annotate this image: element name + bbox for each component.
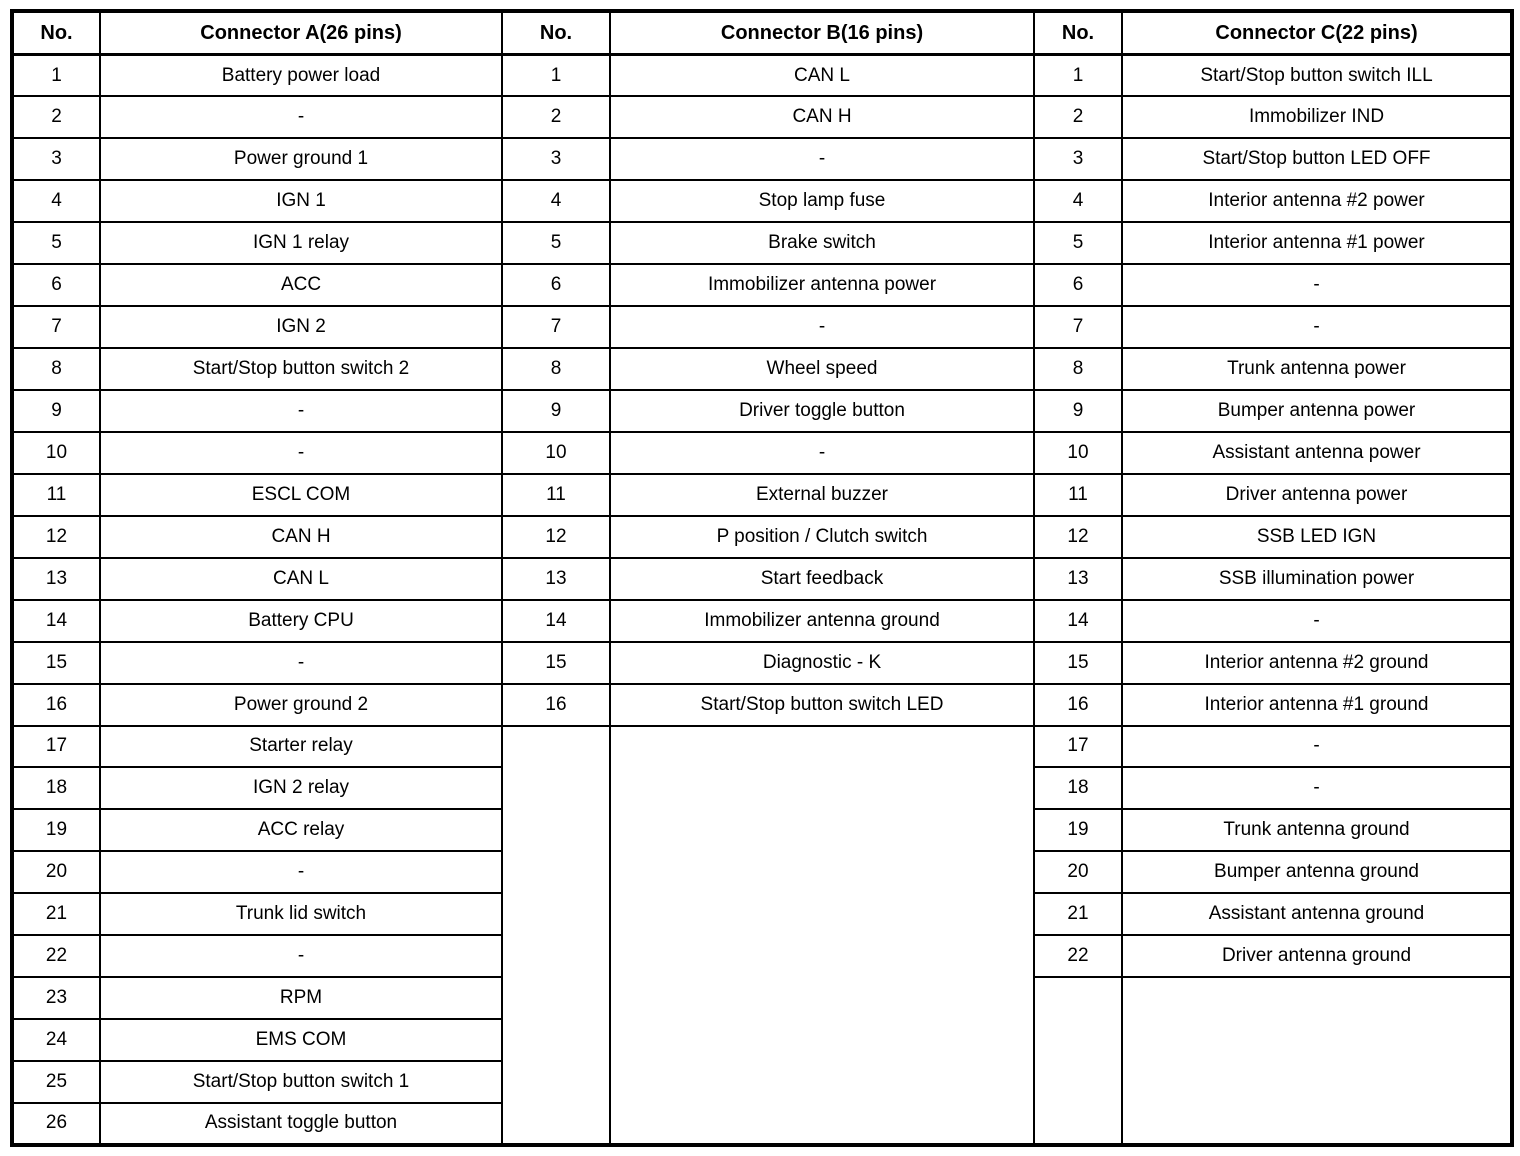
- pin-row-7: [12, 306, 1512, 348]
- connector-b-pin-2-label: CAN H: [610, 96, 1034, 138]
- connector-a-pin-23-number: 23: [12, 977, 100, 1019]
- connector-a-pin-12-number: 12: [12, 516, 100, 558]
- connector-c-empty-label-area: [1122, 977, 1512, 1145]
- pin-row-5: [12, 222, 1512, 264]
- pin-row-3: [12, 138, 1512, 180]
- connector-b-pin-8-label: Wheel speed: [610, 348, 1034, 390]
- pin-row-17: [12, 726, 1512, 768]
- connector-a-pin-5-number: 5: [12, 222, 100, 264]
- connector-a-pin-16-label: Power ground 2: [100, 684, 502, 726]
- connector-b-pin-9-number: 9: [502, 390, 610, 432]
- connector-a-pin-13-number: 13: [12, 558, 100, 600]
- pin-row-10: [12, 432, 1512, 474]
- connector-c-pin-5-label: Interior antenna #1 power: [1122, 222, 1512, 264]
- connector-b-pin-15-number: 15: [502, 642, 610, 684]
- connector-b-pin-12-number: 12: [502, 516, 610, 558]
- header-row: [12, 11, 1512, 55]
- connector-c-pin-19-number: 19: [1034, 809, 1122, 851]
- connector-b-pin-14-label: Immobilizer antenna ground: [610, 600, 1034, 642]
- connector-c-pin-17-number: 17: [1034, 726, 1122, 768]
- connector-a-pin-10-label: -: [100, 432, 502, 474]
- connector-a-pin-2-label: -: [100, 96, 502, 138]
- connector-a-pin-21-label: Trunk lid switch: [100, 893, 502, 935]
- connector-c-pin-16-number: 16: [1034, 684, 1122, 726]
- connector-a-pin-24-number: 24: [12, 1019, 100, 1061]
- connector-c-pin-1-label: Start/Stop button switch ILL: [1122, 55, 1512, 97]
- connector-b-empty-label-area: [610, 726, 1034, 1146]
- pin-row-1: [12, 55, 1512, 97]
- connector-a-pin-15-number: 15: [12, 642, 100, 684]
- connector-b-pin-7-label: -: [610, 306, 1034, 348]
- connector-c-pin-21-label: Assistant antenna ground: [1122, 893, 1512, 935]
- connector-a-pin-24-label: EMS COM: [100, 1019, 502, 1061]
- connector-a-pin-4-label: IGN 1: [100, 180, 502, 222]
- connector-a-pin-4-number: 4: [12, 180, 100, 222]
- connector-c-pin-12-label: SSB LED IGN: [1122, 516, 1512, 558]
- connector-a-pin-22-label: -: [100, 935, 502, 977]
- connector-c-pin-14-number: 14: [1034, 600, 1122, 642]
- connector-b-pin-8-number: 8: [502, 348, 610, 390]
- connector-c-pin-2-label: Immobilizer IND: [1122, 96, 1512, 138]
- connector-a-pin-3-number: 3: [12, 138, 100, 180]
- connector-a-pin-8-label: Start/Stop button switch 2: [100, 348, 502, 390]
- connector-a-pin-2-number: 2: [12, 96, 100, 138]
- connector-c-pin-4-number: 4: [1034, 180, 1122, 222]
- connector-a-pin-9-label: -: [100, 390, 502, 432]
- connector-a-pin-7-number: 7: [12, 306, 100, 348]
- pin-row-14: [12, 600, 1512, 642]
- header-connector-a: Connector A(26 pins): [100, 11, 502, 55]
- connector-c-pin-4-label: Interior antenna #2 power: [1122, 180, 1512, 222]
- connector-a-pin-20-label: -: [100, 851, 502, 893]
- connector-b-pin-7-number: 7: [502, 306, 610, 348]
- connector-b-pin-16-label: Start/Stop button switch LED: [610, 684, 1034, 726]
- header-connector-c: Connector C(22 pins): [1122, 11, 1512, 55]
- connector-a-pin-14-number: 14: [12, 600, 100, 642]
- connector-a-pin-22-number: 22: [12, 935, 100, 977]
- connector-b-pin-3-label: -: [610, 138, 1034, 180]
- pin-row-13: [12, 558, 1512, 600]
- connector-c-pin-21-number: 21: [1034, 893, 1122, 935]
- connector-c-pin-18-number: 18: [1034, 767, 1122, 809]
- connector-c-pin-7-number: 7: [1034, 306, 1122, 348]
- header-no-connector-a: No.: [12, 11, 100, 55]
- connector-b-pin-1-number: 1: [502, 55, 610, 97]
- connector-c-empty-number-area: [1034, 977, 1122, 1145]
- connector-a-pin-9-number: 9: [12, 390, 100, 432]
- connector-c-pin-20-number: 20: [1034, 851, 1122, 893]
- connector-a-pin-6-label: ACC: [100, 264, 502, 306]
- connector-c-pin-9-label: Bumper antenna power: [1122, 390, 1512, 432]
- connector-c-pin-16-label: Interior antenna #1 ground: [1122, 684, 1512, 726]
- connector-b-pin-2-number: 2: [502, 96, 610, 138]
- connector-c-pin-10-number: 10: [1034, 432, 1122, 474]
- connector-b-pin-10-label: -: [610, 432, 1034, 474]
- connector-a-pin-26-number: 26: [12, 1103, 100, 1145]
- connector-a-pin-19-label: ACC relay: [100, 809, 502, 851]
- connector-c-pin-8-label: Trunk antenna power: [1122, 348, 1512, 390]
- connector-b-pin-13-label: Start feedback: [610, 558, 1034, 600]
- connector-c-pin-18-label: -: [1122, 767, 1512, 809]
- connector-b-pin-3-number: 3: [502, 138, 610, 180]
- pin-row-9: [12, 390, 1512, 432]
- connector-c-pin-13-label: SSB illumination power: [1122, 558, 1512, 600]
- connector-a-pin-20-number: 20: [12, 851, 100, 893]
- header-connector-b: Connector B(16 pins): [610, 11, 1034, 55]
- connector-b-pin-13-number: 13: [502, 558, 610, 600]
- connector-a-pin-18-number: 18: [12, 767, 100, 809]
- connector-c-pin-1-number: 1: [1034, 55, 1122, 97]
- connector-a-pin-25-label: Start/Stop button switch 1: [100, 1061, 502, 1103]
- connector-a-pin-18-label: IGN 2 relay: [100, 767, 502, 809]
- connector-a-pin-26-label: Assistant toggle button: [100, 1103, 502, 1145]
- connector-pinout-table: [10, 9, 1514, 1147]
- connector-a-pin-16-number: 16: [12, 684, 100, 726]
- pin-row-8: [12, 348, 1512, 390]
- header-no-connector-c: No.: [1034, 11, 1122, 55]
- connector-c-pin-22-label: Driver antenna ground: [1122, 935, 1512, 977]
- connector-c-pin-15-label: Interior antenna #2 ground: [1122, 642, 1512, 684]
- connector-c-pin-19-label: Trunk antenna ground: [1122, 809, 1512, 851]
- connector-c-pin-22-number: 22: [1034, 935, 1122, 977]
- pinout-table-body: [12, 55, 1512, 1146]
- connector-b-pin-12-label: P position / Clutch switch: [610, 516, 1034, 558]
- connector-b-pin-9-label: Driver toggle button: [610, 390, 1034, 432]
- pin-row-6: [12, 264, 1512, 306]
- connector-a-pin-17-number: 17: [12, 726, 100, 768]
- connector-c-pin-20-label: Bumper antenna ground: [1122, 851, 1512, 893]
- connector-a-pin-6-number: 6: [12, 264, 100, 306]
- connector-c-pin-15-number: 15: [1034, 642, 1122, 684]
- pin-row-11: [12, 474, 1512, 516]
- connector-b-pin-10-number: 10: [502, 432, 610, 474]
- connector-b-pin-5-label: Brake switch: [610, 222, 1034, 264]
- connector-b-pin-1-label: CAN L: [610, 55, 1034, 97]
- connector-c-pin-11-label: Driver antenna power: [1122, 474, 1512, 516]
- header-no-connector-b: No.: [502, 11, 610, 55]
- connector-a-pin-15-label: -: [100, 642, 502, 684]
- connector-b-pin-6-number: 6: [502, 264, 610, 306]
- connector-c-pin-2-number: 2: [1034, 96, 1122, 138]
- connector-b-pin-14-number: 14: [502, 600, 610, 642]
- connector-c-pin-17-label: -: [1122, 726, 1512, 768]
- connector-b-pin-15-label: Diagnostic - K: [610, 642, 1034, 684]
- pin-row-2: [12, 96, 1512, 138]
- pin-row-15: [12, 642, 1512, 684]
- connector-c-pin-7-label: -: [1122, 306, 1512, 348]
- connector-a-pin-19-number: 19: [12, 809, 100, 851]
- connector-c-pin-8-number: 8: [1034, 348, 1122, 390]
- connector-b-pin-11-number: 11: [502, 474, 610, 516]
- connector-a-pin-21-number: 21: [12, 893, 100, 935]
- connector-a-pin-14-label: Battery CPU: [100, 600, 502, 642]
- connector-b-pin-4-label: Stop lamp fuse: [610, 180, 1034, 222]
- connector-a-pin-17-label: Starter relay: [100, 726, 502, 768]
- connector-c-pin-3-number: 3: [1034, 138, 1122, 180]
- connector-a-pin-11-label: ESCL COM: [100, 474, 502, 516]
- connector-a-pin-1-number: 1: [12, 55, 100, 97]
- connector-b-empty-number-area: [502, 726, 610, 1146]
- connector-a-pin-25-number: 25: [12, 1061, 100, 1103]
- connector-a-pin-1-label: Battery power load: [100, 55, 502, 97]
- connector-a-pin-13-label: CAN L: [100, 558, 502, 600]
- connector-b-pin-6-label: Immobilizer antenna power: [610, 264, 1034, 306]
- connector-b-pin-5-number: 5: [502, 222, 610, 264]
- connector-b-pin-16-number: 16: [502, 684, 610, 726]
- connector-a-pin-10-number: 10: [12, 432, 100, 474]
- connector-a-pin-5-label: IGN 1 relay: [100, 222, 502, 264]
- pin-row-12: [12, 516, 1512, 558]
- pin-row-16: [12, 684, 1512, 726]
- connector-a-pin-23-label: RPM: [100, 977, 502, 1019]
- connector-c-pin-10-label: Assistant antenna power: [1122, 432, 1512, 474]
- connector-b-pin-4-number: 4: [502, 180, 610, 222]
- pin-row-4: [12, 180, 1512, 222]
- connector-c-pin-5-number: 5: [1034, 222, 1122, 264]
- connector-c-pin-13-number: 13: [1034, 558, 1122, 600]
- connector-c-pin-3-label: Start/Stop button LED OFF: [1122, 138, 1512, 180]
- connector-a-pin-12-label: CAN H: [100, 516, 502, 558]
- connector-a-pin-8-number: 8: [12, 348, 100, 390]
- connector-c-pin-11-number: 11: [1034, 474, 1122, 516]
- connector-c-pin-9-number: 9: [1034, 390, 1122, 432]
- connector-c-pin-6-number: 6: [1034, 264, 1122, 306]
- connector-c-pin-12-number: 12: [1034, 516, 1122, 558]
- connector-a-pin-11-number: 11: [12, 474, 100, 516]
- connector-c-pin-14-label: -: [1122, 600, 1512, 642]
- connector-a-pin-3-label: Power ground 1: [100, 138, 502, 180]
- connector-b-pin-11-label: External buzzer: [610, 474, 1034, 516]
- connector-a-pin-7-label: IGN 2: [100, 306, 502, 348]
- connector-c-pin-6-label: -: [1122, 264, 1512, 306]
